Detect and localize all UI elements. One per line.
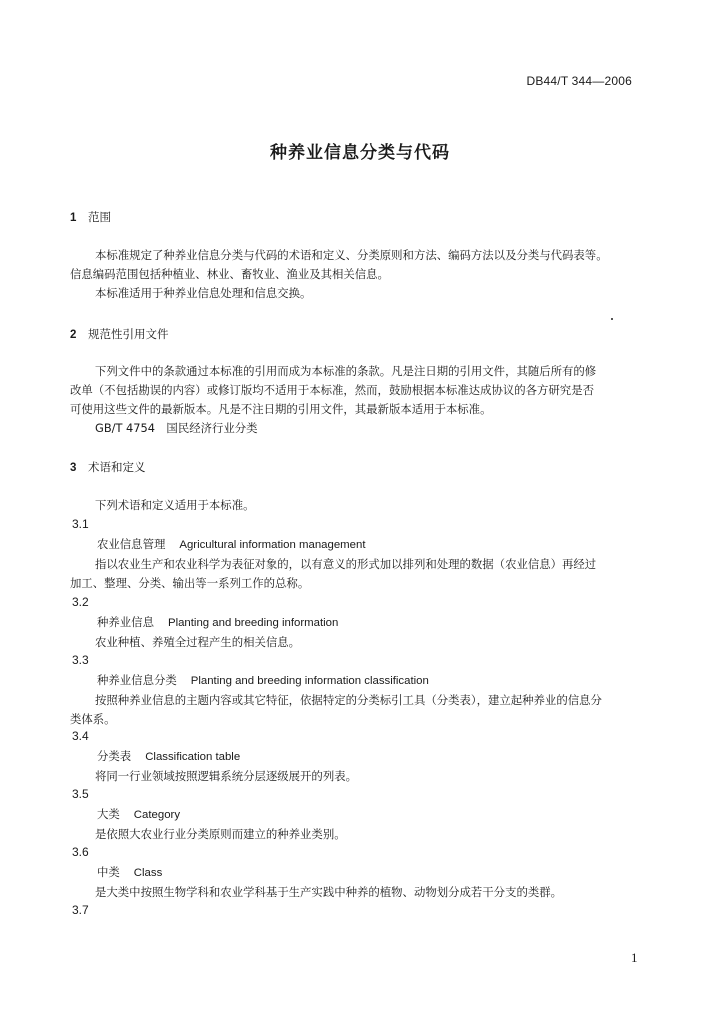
term-heading <box>97 748 240 764</box>
clause-number: 3.2 <box>72 595 89 609</box>
references-line-2: 改单（不包括勘误的内容）或修订版均不适用于本标准，然而，鼓励根据本标准达成协议的各方研究是否 <box>70 383 594 397</box>
term-cn: 分类表 <box>97 749 132 763</box>
section-number: 2 <box>70 329 77 341</box>
reference-entry: GB/T 4754 国民经济行业分类 <box>95 421 258 435</box>
term-en: Category <box>133 809 181 821</box>
scope-line-1: 本标准规定了种养业信息分类与代码的术语和定义、分类原则和方法、编码方法以及分类与代码表等。 <box>95 248 608 262</box>
term-heading <box>97 536 366 552</box>
stray-mark <box>611 318 613 320</box>
term-definition-line: 类体系。 <box>70 712 116 726</box>
term-definition-line: 加工、整理、分类、输出等一系列工作的总称。 <box>70 576 310 590</box>
page-number: 1 <box>631 950 638 965</box>
section-title: 术语和定义 <box>88 460 146 474</box>
term-definition-line: 是大类中按照生物学科和农业学科基于生产实践中种养的植物、动物划分成若干分支的类群。 <box>95 885 563 899</box>
section-2-heading <box>70 326 169 342</box>
term-definition-line: 指以农业生产和农业科学为表征对象的，以有意义的形式加以排列和处理的数据（农业信息）再经过 <box>95 557 597 571</box>
term-cn: 大类 <box>97 807 120 821</box>
term-cn: 中类 <box>97 865 120 879</box>
clause-number: 3.4 <box>72 729 89 743</box>
term-cn: 种养业信息 <box>97 615 154 629</box>
section-title: 规范性引用文件 <box>88 327 169 341</box>
term-definition-line: 农业种植、养殖全过程产生的相关信息。 <box>95 635 301 649</box>
clause-number: 3.6 <box>72 845 89 859</box>
term-definition-line: 是依照大农业行业分类原则而建立的种养业类别。 <box>95 827 346 841</box>
clause-number: 3.1 <box>72 517 89 531</box>
section-number: 3 <box>70 462 77 474</box>
clause-number: 3.5 <box>72 787 89 801</box>
section-3-heading <box>70 459 146 475</box>
section-title: 范围 <box>88 210 111 224</box>
term-en: Planting and breeding information classification <box>190 675 429 687</box>
term-en: Class <box>133 867 163 879</box>
page-title: 种养业信息分类与代码 <box>270 143 450 163</box>
section-1-heading <box>70 209 111 225</box>
term-heading <box>97 864 162 880</box>
references-line-3: 可使用这些文件的最新版本。凡是不注日期的引用文件，其最新版本适用于本标准。 <box>70 402 492 416</box>
section-number: 1 <box>70 212 77 224</box>
term-cn: 种养业信息分类 <box>97 673 177 687</box>
clause-number: 3.3 <box>72 653 89 667</box>
clause-number: 3.7 <box>72 903 89 917</box>
term-heading <box>97 672 429 688</box>
term-definition-line: 将同一行业领域按照逻辑系统分层逐级展开的列表。 <box>95 769 357 783</box>
document-id: DB44/T 344—2006 <box>526 74 632 88</box>
scope-line-3: 本标准适用于种养业信息处理和信息交换。 <box>95 286 312 300</box>
references-line-1: 下列文件中的条款通过本标准的引用而成为本标准的条款。凡是注日期的引用文件，其随后所有的修 <box>95 364 597 378</box>
term-en: Agricultural information management <box>179 539 366 551</box>
term-en: Classification table <box>145 751 241 763</box>
term-heading <box>97 806 180 822</box>
term-definition-line: 按照种养业信息的主题内容或其它特征，依据特定的分类标引工具（分类表），建立起种养业的信息分 <box>95 693 602 707</box>
term-heading <box>97 614 338 630</box>
terms-intro: 下列术语和定义适用于本标准。 <box>95 498 255 512</box>
term-cn: 农业信息管理 <box>97 537 166 551</box>
scope-line-2: 信息编码范围包括种植业、林业、畜牧业、渔业及其相关信息。 <box>70 267 389 281</box>
term-en: Planting and breeding information <box>167 617 339 629</box>
